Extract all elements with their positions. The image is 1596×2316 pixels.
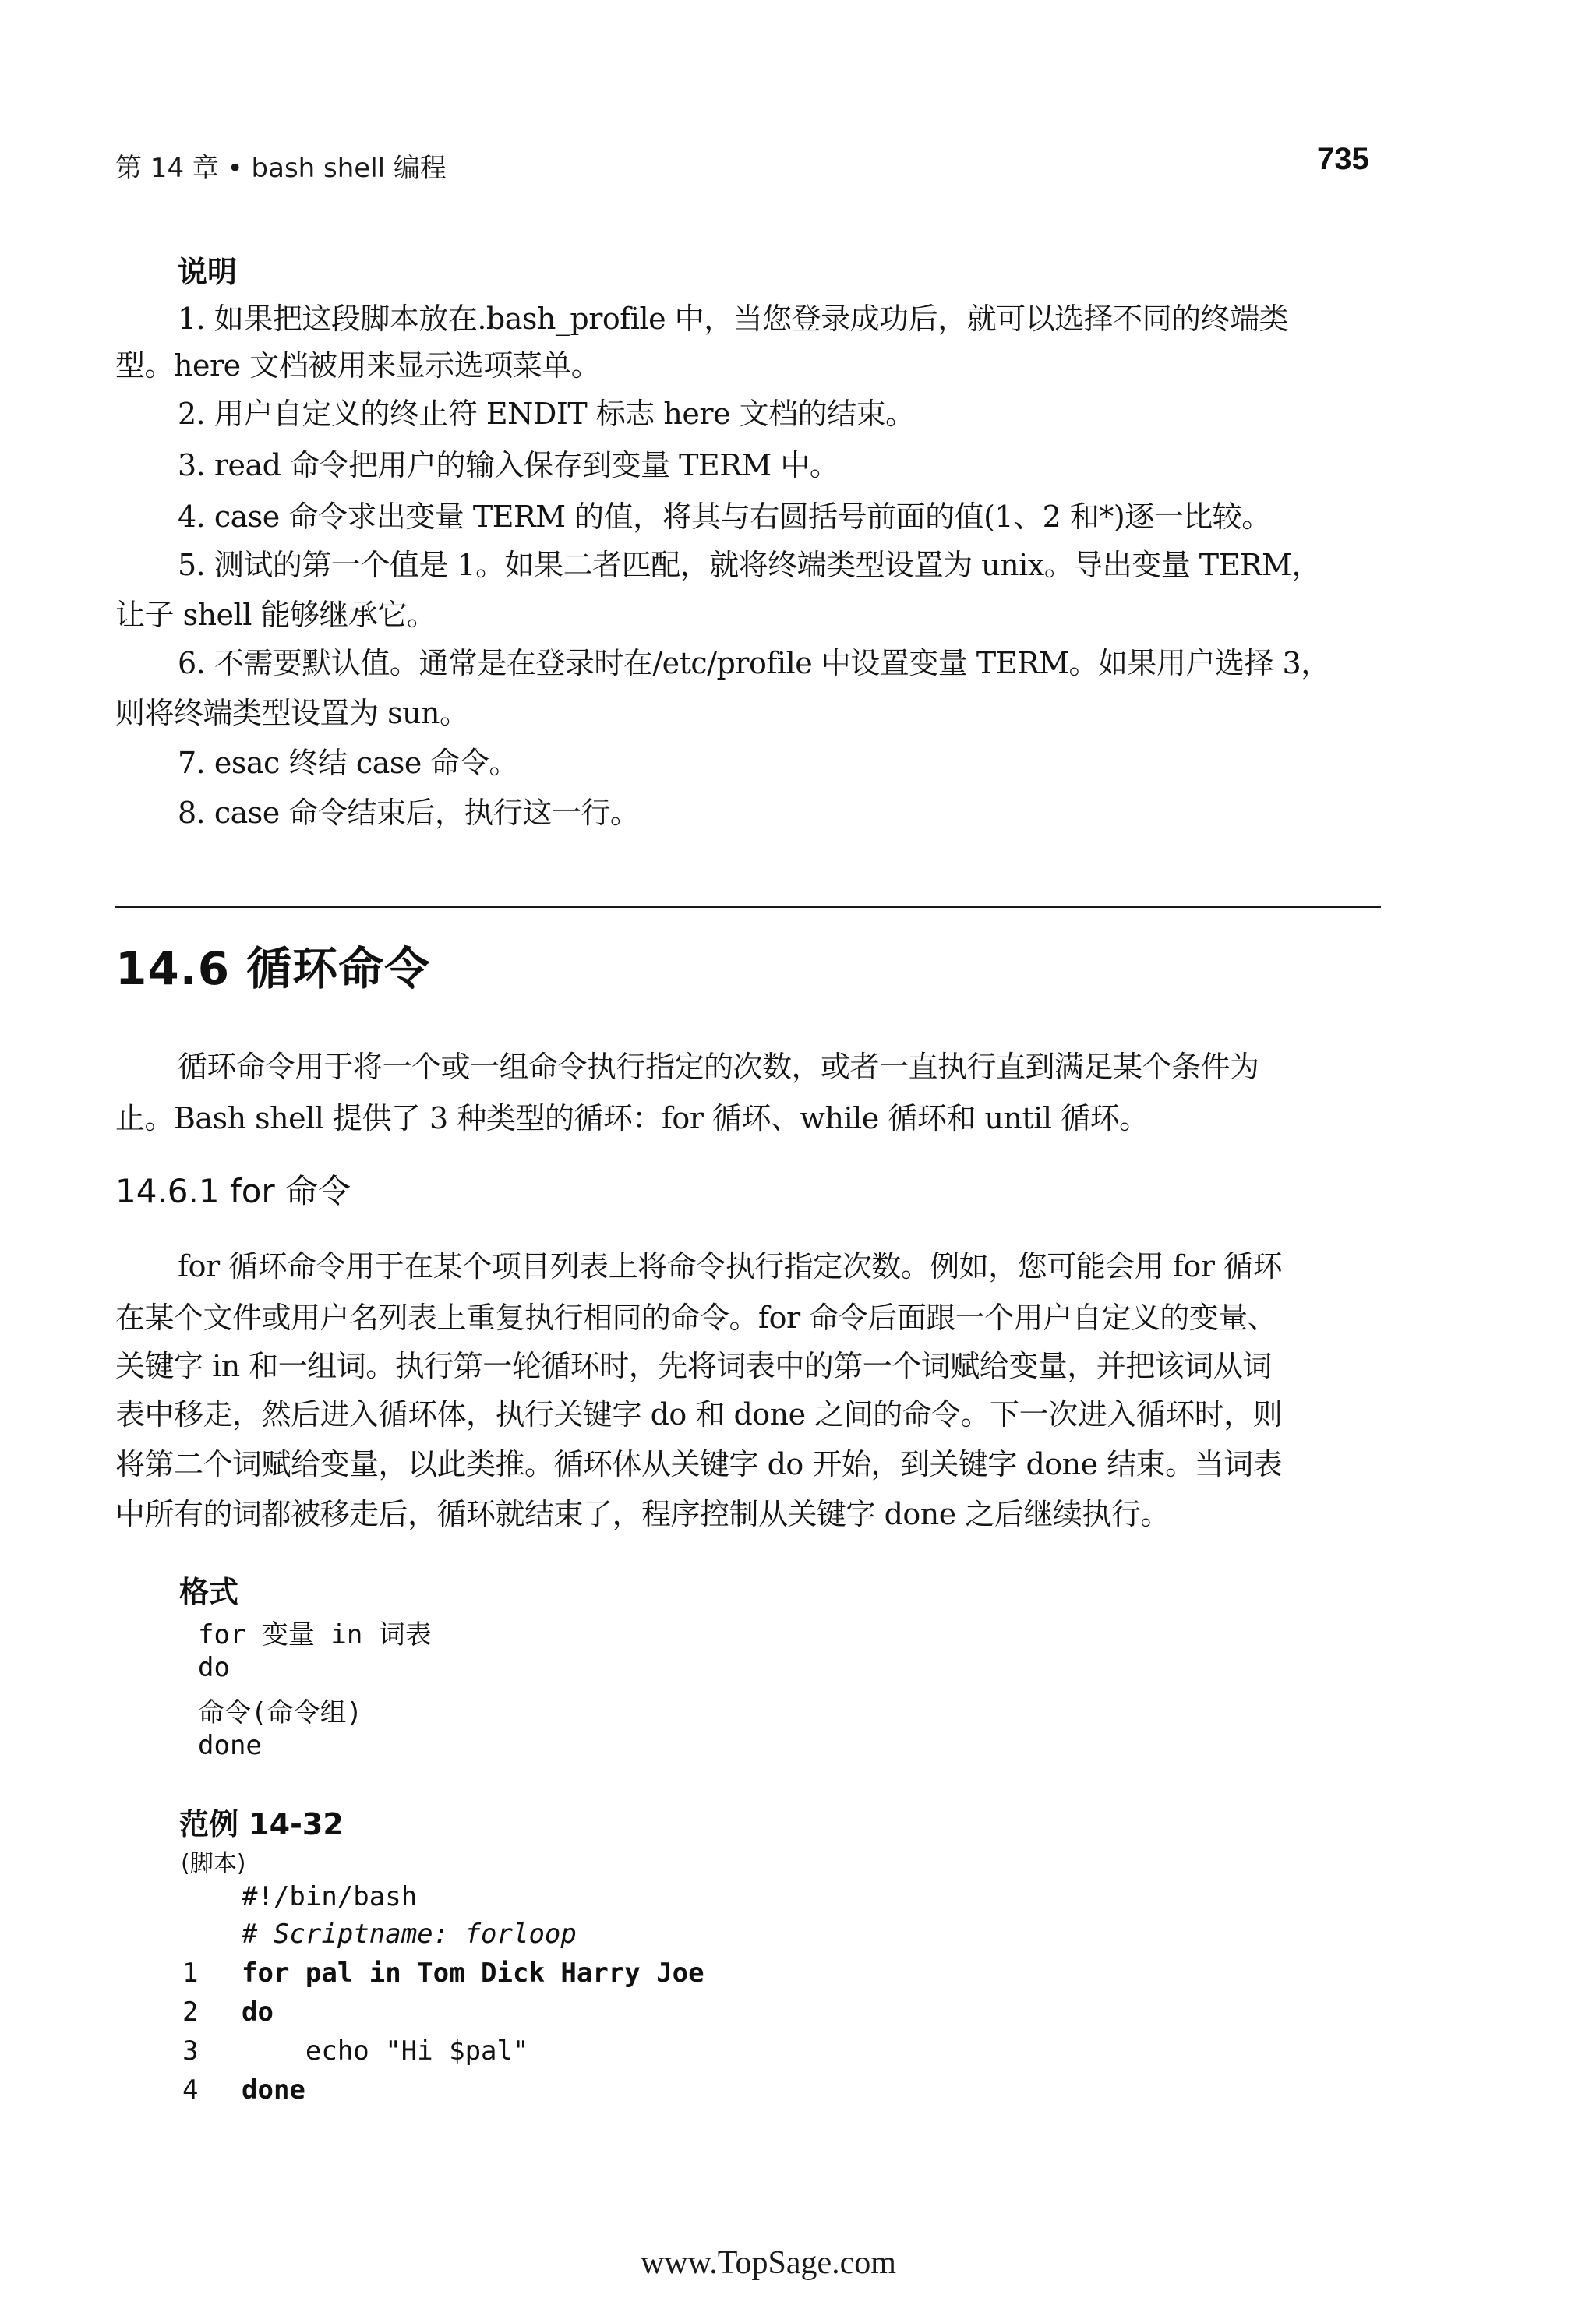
code-line: done bbox=[242, 2074, 305, 2106]
subsection-body-line: 将第二个词赋给变量，以此类推。循环体从关键字 do 开始，到关键字 done 结束。当词表 bbox=[115, 1447, 1283, 1481]
subsection-heading: 14.6.1 for 命令 bbox=[115, 1172, 351, 1210]
notes-line: 3. read 命令把用户的输入保存到变量 TERM 中。 bbox=[178, 448, 839, 482]
code-line-number: 2 bbox=[182, 1996, 199, 2028]
code-line: echo "Hi $pal" bbox=[242, 2035, 529, 2067]
notes-line: 7. esac 终结 case 命令。 bbox=[178, 746, 518, 780]
example-subheading: (脚本) bbox=[181, 1850, 246, 1877]
page-number: 735 bbox=[1317, 142, 1369, 176]
subsection-body-line: for 循环命令用于在某个项目列表上将命令执行指定次数。例如，您可能会用 for 循环 bbox=[178, 1249, 1282, 1283]
code-line: do bbox=[242, 1996, 274, 2028]
code-line-number: 1 bbox=[182, 1958, 199, 1989]
notes-line: 则将终端类型设置为 sun。 bbox=[115, 696, 469, 730]
section-divider bbox=[115, 906, 1381, 908]
subsection-body-line: 在某个文件或用户名列表上重复执行相同的命令。for 命令后面跟一个用户自定义的变量、 bbox=[115, 1301, 1277, 1335]
notes-line: 8. case 命令结束后，执行这一行。 bbox=[178, 796, 640, 830]
section-heading: 14.6 循环命令 bbox=[115, 942, 431, 995]
format-line: do bbox=[198, 1652, 230, 1683]
format-heading: 格式 bbox=[179, 1575, 239, 1609]
footer-url: www.TopSage.com bbox=[641, 2245, 896, 2281]
notes-line: 5. 测试的第一个值是 1。如果二者匹配，就将终端类型设置为 unix。导出变量 TERM， bbox=[178, 548, 1321, 582]
section-intro-line: 止。Bash shell 提供了 3 种类型的循环：for 循环、while 循环和 until 循环。 bbox=[115, 1101, 1149, 1135]
subsection-body-line: 表中移走，然后进入循环体，执行关键字 do 和 done 之间的命令。下一次进入循环时，则 bbox=[115, 1397, 1283, 1432]
running-header-title: 第 14 章 • bash shell 编程 bbox=[115, 153, 447, 184]
code-line-number: 3 bbox=[182, 2035, 199, 2067]
code-line: #!/bin/bash bbox=[242, 1881, 418, 1912]
notes-line: 型。here 文档被用来显示选项菜单。 bbox=[115, 348, 601, 383]
subsection-body-line: 中所有的词都被移走后，循环就结束了，程序控制从关键字 done 之后继续执行。 bbox=[115, 1497, 1170, 1531]
section-intro-line: 循环命令用于将一个或一组命令执行指定的次数，或者一直执行直到满足某个条件为 bbox=[178, 1050, 1259, 1084]
code-line-number: 4 bbox=[182, 2074, 199, 2106]
notes-line: 2. 用户自定义的终止符 ENDIT 标志 here 文档的结束。 bbox=[178, 397, 915, 431]
format-line: for 变量 in 词表 bbox=[198, 1619, 432, 1651]
subsection-body-line: 关键字 in 和一组词。执行第一轮循环时，先将词表中的第一个词赋给变量，并把该词从词 bbox=[115, 1349, 1272, 1383]
notes-line: 1. 如果把这段脚本放在.bash_profile 中，当您登录成功后，就可以选择不同的终端类 bbox=[178, 302, 1289, 336]
notes-heading: 说明 bbox=[178, 255, 238, 289]
code-line: for pal in Tom Dick Harry Joe bbox=[242, 1958, 704, 1989]
code-comment-line: # Scriptname: forloop bbox=[242, 1919, 577, 1950]
format-line: 命令(命令组) bbox=[198, 1697, 362, 1728]
notes-line: 4. case 命令求出变量 TERM 的值，将其与右圆括号前面的值(1、2 和*)逐一比较。 bbox=[178, 500, 1271, 534]
example-heading: 范例 14-32 bbox=[179, 1807, 344, 1841]
notes-line: 6. 不需要默认值。通常是在登录时在/etc/profile 中设置变量 TERM。如果用户选择 3， bbox=[178, 646, 1330, 680]
format-line: done bbox=[198, 1730, 262, 1761]
notes-line: 让子 shell 能够继承它。 bbox=[115, 598, 436, 632]
